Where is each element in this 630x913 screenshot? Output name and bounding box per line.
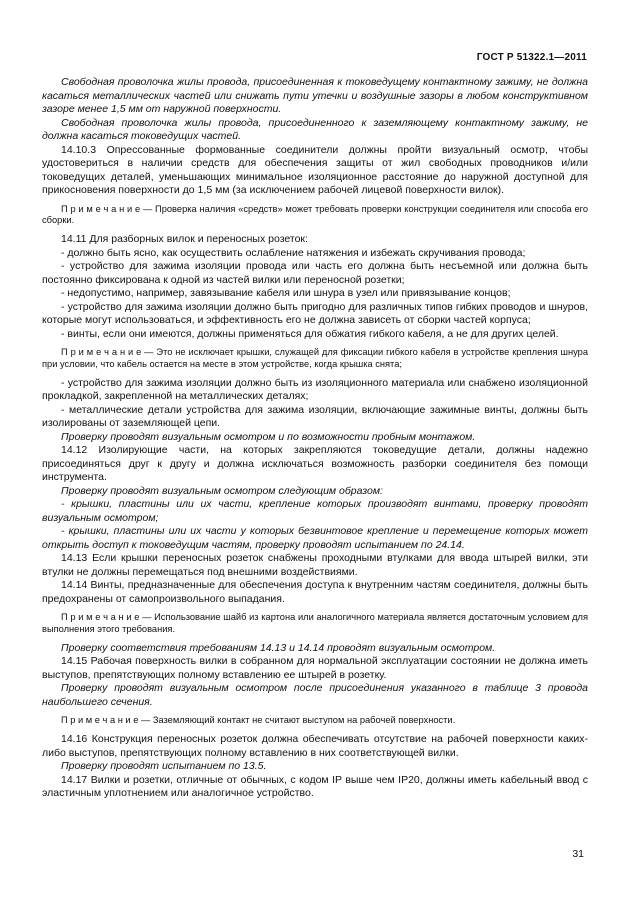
standard-number: ГОСТ Р 51322.1—2011: [476, 52, 587, 63]
paragraph: Свободная проволочка жилы провода, присоединенного к заземляющему контактному зажиму, не должна касаться токоведущих частей.: [42, 116, 588, 142]
paragraph: - устройство для зажима изоляции должно быть пригодно для различных типов гибких проводов и шнуров, которые могут использоваться, и эффективность его не должна зависеть от сборки частей корпуса;: [42, 300, 588, 327]
paragraph: - должно быть ясно, как осуществить ослабление натяжения и избежать скручивания провода;: [61, 246, 526, 259]
paragraph: 14.16 Конструкция переносных розеток должна обеспечивать отсутствие на рабочей поверхности каких-либо выступов, препятствующих полному вставлению в них соответствующей вилки.: [42, 733, 588, 759]
paragraph: - устройство для зажима изоляции провода или часть его должна быть несъемной или должна быть постоянно фиксирована к одной из частей вилки или переносной розетки;: [42, 260, 588, 286]
paragraph: П р и м е ч а н и е — Заземляющий контакт не считают выступом на рабочей поверхности.: [61, 715, 456, 726]
paragraph: 14.17 Вилки и розетки, отличные от обычных, с кодом IP выше чем IP20, должны иметь кабельный ввод с эластичным уплотнением или аналогичное устройство.: [42, 773, 588, 800]
document-header: [42, 52, 587, 63]
paragraph: 14.12 Изолирующие части, на которых закрепляются токоведущие детали, должны надежно присоединяться друг к другу и должна исключаться возможность разборки соединителя без помощи инструмента.: [42, 444, 588, 484]
document-body: [42, 76, 588, 801]
paragraph: 14.11 Для разборных вилок и переносных розеток:: [61, 233, 308, 246]
paragraph: П р и м е ч а н и е — Использование шайб из картона или аналогичного материала является достаточным условием для выполнения этого требования.: [42, 612, 588, 634]
paragraph: 14.10.3 Опрессованные формованные соединители должны пройти визуальный осмотр, чтобы удостовериться в наличии средств для обеспечения защиты от жил свободных проводников и/или токоведущих деталей, уменьшающих минимальное изоляционное расстояние до наружной доступной для прикосновения поверхности до 1,5 мм (за исключением рабочей лицевой поверхности вилок).: [42, 143, 588, 196]
paragraph: Проверку соответствия требованиям 14.13 и 14.14 проводят визуальным осмотром.: [61, 641, 496, 654]
paragraph: 14.15 Рабочая поверхность вилки в собранном для нормальной эксплуатации состоянии не должна иметь выступов, препятствующих полному вставлению ее штырей в розетку.: [42, 655, 588, 681]
paragraph: Проверку проводят визуальным осмотром после присоединения указанного в таблице 3 провода наибольшего сечения.: [42, 682, 588, 708]
paragraph: - устройство для зажима изоляции должно быть из изоляционного материала или снабжено изоляционной прокладкой, закрепленной на металлических деталях;: [42, 376, 588, 403]
paragraph: 14.13 Если крышки переносных розеток снабжены проходными втулками для ввода штырей вилки, эти втулки не должны перемещаться под внешними воздействиями.: [42, 552, 588, 578]
paragraph: Свободная проволочка жилы провода, присоединенная к токоведущему контактному зажиму, не должна касаться металлических частей или снижать пути утечки и воздушные зазоры в любом конструктивном зазоре менее 1,5 мм от наружной поверхности.: [42, 76, 588, 115]
paragraph: 14.14 Винты, предназначенные для обеспечения доступа к внутренним частям соединителя, должны быть предохранены от самопроизвольного выпадания.: [42, 579, 588, 605]
paragraph: Проверку проводят испытанием по 13.5.: [61, 760, 267, 773]
page-number: 31: [572, 848, 584, 860]
paragraph: - недопустимо, например, завязывание кабеля или шнура в узел или привязывание концов;: [61, 287, 511, 300]
paragraph: Проверку проводят визуальным осмотром следующим образом:: [61, 484, 383, 497]
paragraph: - винты, если они имеются, должны применяться для обжатия гибкого кабеля, а не для других целей.: [61, 327, 559, 340]
paragraph: Проверку проводят визуальным осмотром и по возможности пробным монтажом.: [61, 430, 476, 443]
paragraph: - крышки, пластины или их части у которых безвинтовое крепление и перемещение которых может открыть доступ к токоведущим частям, проверку проводят испытанием по 24.14.: [42, 525, 588, 551]
paragraph: - металлические детали устройства для зажима изоляции, включающие зажимные винты, должны быть изолированы от заземляющей цепи.: [42, 403, 588, 430]
paragraph: П р и м е ч а н и е — Это не исключает крышки, служащей для фиксации гибкого кабеля в устройстве крепления шнура при условии, что кабель остается на месте в этом устройстве, когда крышка снята;: [42, 347, 588, 369]
paragraph: П р и м е ч а н и е — Проверка наличия «средств» может требовать проверки конструкции соединителя или способа его сборки.: [42, 203, 588, 226]
paragraph: - крышки, пластины или их части, крепление которых производят винтами, проверку проводят визуальным осмотром;: [42, 498, 588, 524]
